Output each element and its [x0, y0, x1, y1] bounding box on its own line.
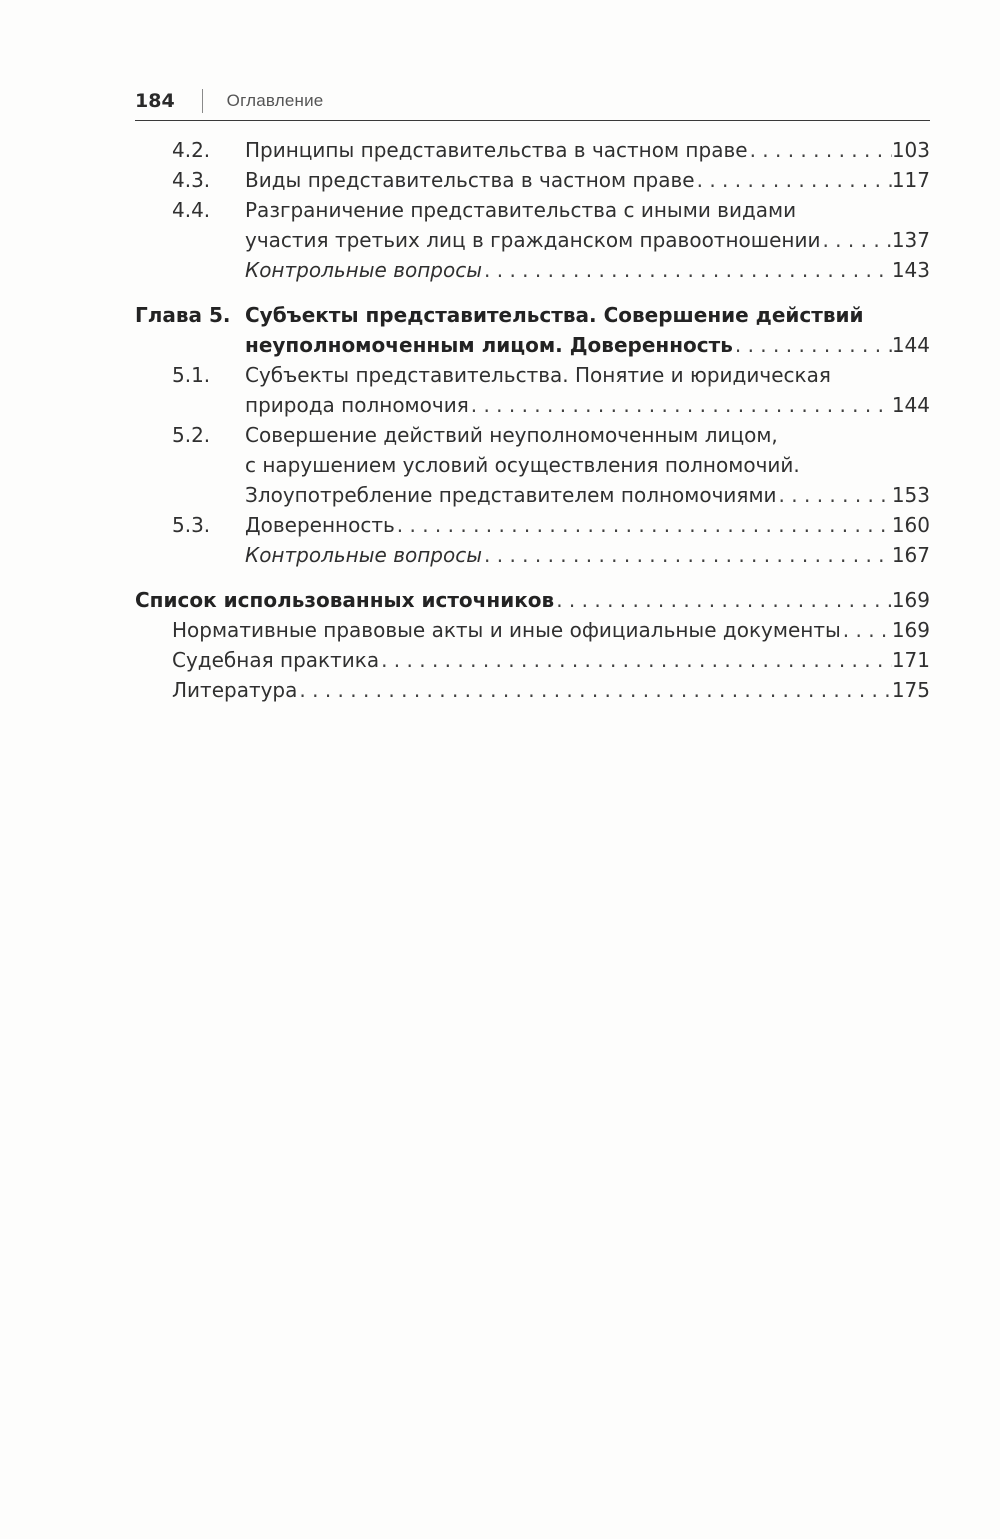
toc-title: Литература	[172, 678, 298, 702]
toc-sources-literature[interactable]	[135, 675, 930, 705]
section-title: Оглавление	[226, 91, 324, 110]
toc-entry-5-3[interactable]	[135, 510, 930, 540]
toc-sources[interactable]	[135, 585, 930, 615]
leader-dots	[777, 480, 892, 510]
toc-page: 144	[891, 393, 930, 417]
toc-entry-4-4[interactable]	[135, 195, 930, 255]
leader-dots	[395, 510, 892, 540]
toc-title-line: Совершение действий неуполномоченным лицом,	[245, 423, 778, 447]
toc-entry-questions-5[interactable]	[135, 540, 930, 570]
toc-chapter-5[interactable]	[135, 300, 930, 360]
toc-title: Судебная практика	[172, 648, 380, 672]
toc-page: 137	[891, 228, 930, 252]
toc-number: 5.1.	[172, 363, 211, 387]
toc-page: 171	[891, 648, 930, 672]
leader-dots	[482, 540, 892, 570]
toc-number: 5.2.	[172, 423, 211, 447]
chapter-title-line: Субъекты представительства. Совершение действий	[245, 303, 864, 327]
toc-number: 4.3.	[172, 168, 211, 192]
header-rule	[135, 120, 930, 121]
toc-title: Принципы представительства в частном праве	[245, 138, 748, 162]
toc-page: 160	[891, 513, 930, 537]
leader-dots	[748, 135, 892, 165]
chapter-title-line: неуполномоченным лицом. Доверенность	[245, 333, 733, 357]
toc-title: Виды представительства в частном праве	[245, 168, 695, 192]
toc-title-line: с нарушением условий осуществления полномочий.	[245, 453, 800, 477]
toc-page: 167	[891, 543, 930, 567]
toc-page: 175	[891, 678, 930, 702]
leader-dots	[841, 615, 892, 645]
toc-title-line: Злоупотребление представителем полномочиями	[245, 483, 777, 507]
toc-title-line: участия третьих лиц в гражданском правоотношении	[245, 228, 821, 252]
toc-entry-4-3[interactable]	[135, 165, 930, 195]
table-of-contents	[135, 135, 930, 705]
empty-page-area	[0, 730, 1000, 1530]
toc-sources-normative[interactable]	[135, 615, 930, 645]
toc-title-line: природа полномочия	[245, 393, 469, 417]
header-separator	[202, 89, 203, 113]
toc-page: 153	[891, 483, 930, 507]
toc-sources-court[interactable]	[135, 645, 930, 675]
toc-entry-5-1[interactable]	[135, 360, 930, 420]
toc-page: 169	[891, 618, 930, 642]
leader-dots	[554, 585, 892, 615]
toc-title: Контрольные вопросы	[245, 543, 483, 567]
toc-title-line: Разграничение представительства с иными видами	[245, 198, 797, 222]
toc-page: 169	[891, 588, 930, 612]
sources-title: Список использованных источников	[135, 588, 555, 612]
toc-title: Нормативные правовые акты и иные официальные документы	[172, 618, 841, 642]
toc-page: 143	[891, 258, 930, 282]
toc-entry-4-2[interactable]	[135, 135, 930, 165]
toc-title: Контрольные вопросы	[245, 258, 483, 282]
leader-dots	[820, 225, 891, 255]
toc-number: 5.3.	[172, 513, 211, 537]
chapter-number: Глава 5.	[135, 303, 231, 327]
toc-title: Доверенность	[245, 513, 395, 537]
toc-entry-questions-4[interactable]	[135, 255, 930, 285]
toc-number: 4.4.	[172, 198, 211, 222]
leader-dots	[733, 330, 892, 360]
leader-dots	[379, 645, 892, 675]
page-number: 184	[135, 90, 175, 112]
leader-dots	[469, 390, 892, 420]
running-header	[135, 86, 930, 116]
leader-dots	[695, 165, 892, 195]
toc-title-line: Субъекты представительства. Понятие и юридическая	[245, 363, 831, 387]
leader-dots	[297, 675, 891, 705]
toc-entry-5-2[interactable]	[135, 420, 930, 510]
toc-number: 4.2.	[172, 138, 211, 162]
toc-page: 103	[891, 138, 930, 162]
toc-page: 117	[891, 168, 930, 192]
leader-dots	[482, 255, 892, 285]
toc-page: 144	[891, 333, 930, 357]
